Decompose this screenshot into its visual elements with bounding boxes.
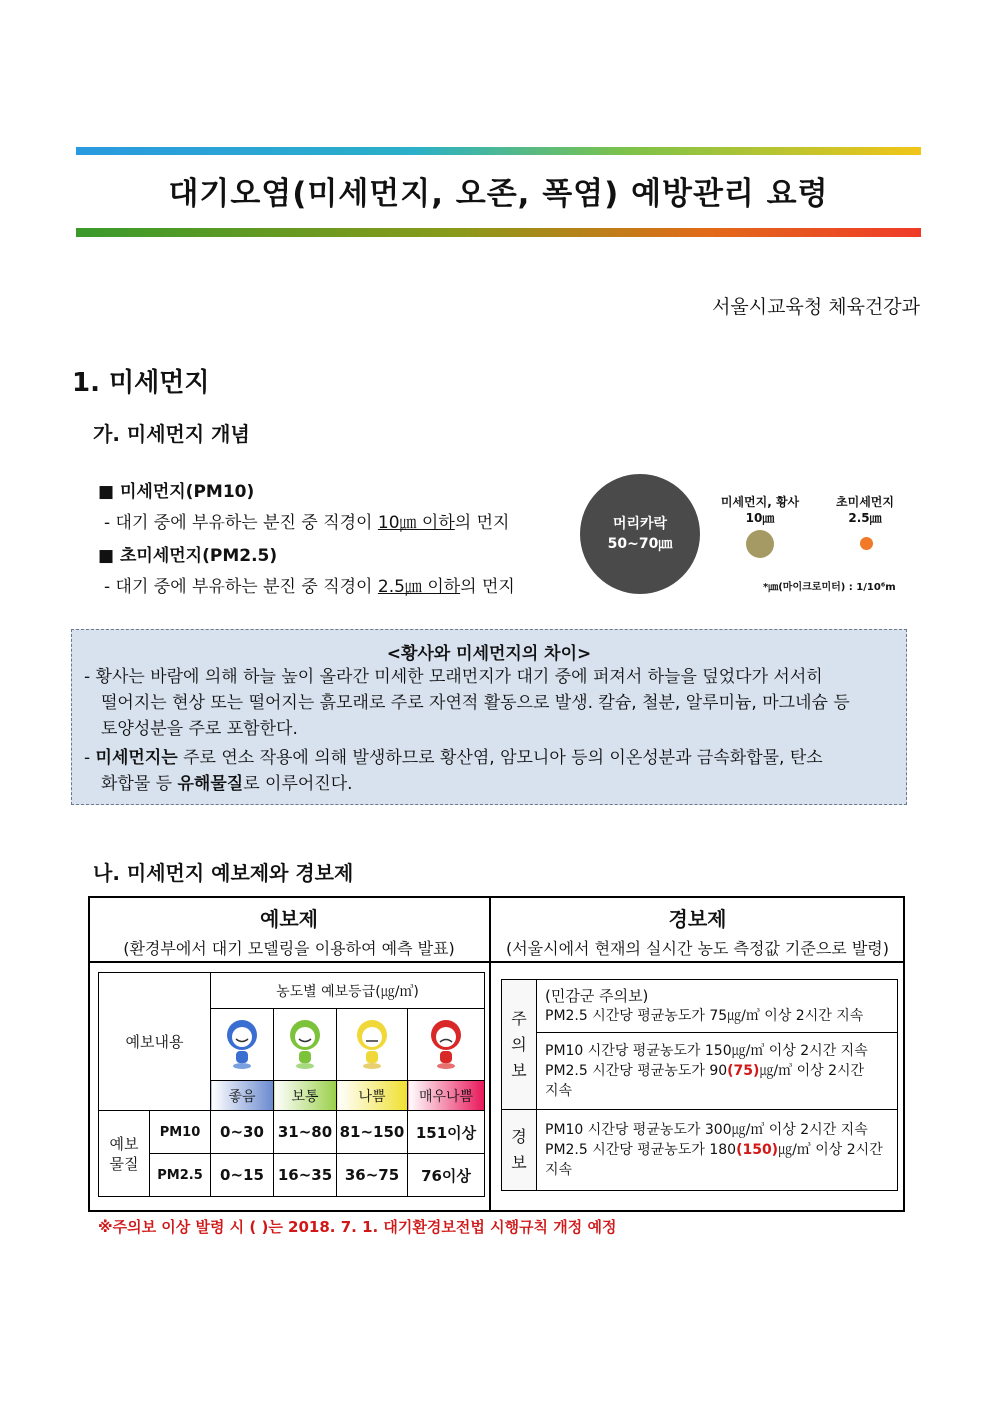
warning-title: 경보제 [668,907,727,931]
pm10-figure-size: 10㎛ [745,511,775,525]
forecast-table [98,972,485,1197]
advisory-pm25-post: ㎍/㎥ 이상 2시간 [759,1063,865,1079]
pm25-title: ■ 초미세먼지(PM2.5) [98,546,278,566]
pm25-normal: 16~35 [274,1154,337,1197]
forecast-title: 예보제 [260,907,318,931]
fine-dust-bold: 미세먼지는 [95,748,178,768]
advisory-label [502,980,537,1110]
difference-line-2: 떨어지는 현상 또는 떨어지는 흙모래로 주로 자연적 활동으로 발생. 칼슘, 철분, 알루미늄, 마그네슘 등 [101,693,850,713]
pm25-desc-size: 2.5㎛ 이하 [377,577,461,597]
title-top-bar [76,147,921,155]
grade-normal: 보통 [274,1081,337,1111]
alert-pm25-text [545,1140,889,1160]
pm10-good: 0~30 [211,1111,274,1154]
grade-very-bad: 매우나쁨 [408,1081,485,1111]
system-table-divider [489,896,491,1212]
advisory-pm10-text: PM10 시간당 평균농도가 150㎍/㎥ 이상 2시간 지속 [545,1043,868,1059]
alert-pm25-pre: PM2.5 시간당 평균농도가 180 [545,1142,737,1158]
pm10-desc-suffix: 의 먼지 [454,513,510,533]
difference-box-title: <황사와 미세먼지의 차이> [386,644,592,664]
pm25-size-dot [860,537,873,550]
hair-size-circle [580,474,700,594]
pm10-row [99,1111,485,1154]
substance-label-text: 예보 물질 [109,1134,139,1173]
pm10-figure-label [712,494,808,526]
pm10-title: ■ 미세먼지(PM10) [98,482,255,502]
forecast-subtitle: (환경부에서 대기 모델링을 이용하여 예측 발표) [123,939,455,958]
face-very-bad-icon [426,1017,466,1069]
footnote: ※주의보 이상 발령 시 ( )는 2018. 7. 1. 대기환경보전법 시행규칙 개정 예정 [98,1218,617,1236]
section-heading: 1. 미세먼지 [72,368,210,398]
pm25-bad: 36~75 [337,1154,408,1197]
advisory-general [537,1033,898,1110]
pm25-desc-suffix: 의 먼지 [460,577,515,597]
difference-line-4-text: 주로 연소 작용에 의해 발생하므로 황산염, 암모니아 등의 이온성분과 금속화합물, 탄소 [177,748,823,768]
warning-header [492,903,903,959]
pm25-good: 0~15 [211,1154,274,1197]
face-very-bad-cell [408,1009,485,1081]
pm10-size-dot [746,530,774,558]
unit-note: *㎛(마이크로미터) : 1/10⁶m [763,582,896,593]
alert-pm25-new-value: (150) [736,1142,779,1158]
pm10-desc-size: 10㎛ 이하 [377,513,455,533]
pm25-description [104,572,515,597]
advisory-pm25-continue: 지속 [545,1083,573,1099]
pm10-description [104,508,509,533]
face-normal-icon [285,1017,325,1069]
grade-header: 농도별 예보등급(㎍/㎥) [211,973,485,1009]
pm10-normal: 31~80 [274,1111,337,1154]
difference-line-1: - 황사는 바람에 의해 하늘 높이 올라간 미세한 모래먼지가 대기 중에 퍼져서 하늘을 덮었다가 서서히 [84,667,823,687]
advisory-sensitive-title: (민감군 주의보) [545,987,649,1005]
warning-table [501,979,898,1191]
hair-label: 머리카락 [612,516,668,532]
harmful-substance-bold: 유해물질 [177,774,244,794]
alert-label [502,1110,537,1191]
difference-line-3: 토양성분을 주로 포함한다. [101,719,298,739]
forecast-header [90,903,488,959]
substance-label [99,1111,150,1197]
alert-pm25-continue: 지속 [545,1162,573,1178]
grade-bad: 나쁨 [337,1081,408,1111]
pm25-figure-size: 2.5㎛ [848,511,882,525]
pm10-very-bad: 151이상 [408,1111,485,1154]
pm25-very-bad: 76이상 [408,1154,485,1197]
advisory-pm25-pre: PM2.5 시간당 평균농도가 90 [545,1063,728,1079]
difference-line-5-pre: 화합물 등 [101,774,178,794]
alert-label-text: 경 보 [511,1127,527,1172]
alert-content [537,1110,898,1191]
alert-pm25-post: ㎍/㎥ 이상 2시간 [778,1142,883,1158]
pm10-desc-text: - 대기 중에 부유하는 분진 중 직경이 [104,513,378,533]
forecast-content-label: 예보내용 [99,973,211,1111]
face-good-cell [211,1009,274,1081]
page-title: 대기오염(미세먼지, 오존, 폭염) 예방관리 요령 [168,176,829,212]
pm10-figure-name: 미세먼지, 황사 [720,495,800,509]
hair-size: 50~70㎛ [607,536,673,552]
face-bad-icon [352,1017,392,1069]
face-normal-cell [274,1009,337,1081]
difference-line-5-post: 로 이루어진다. [243,774,353,794]
pm25-row [99,1154,485,1197]
pm25-figure-name: 초미세먼지 [836,495,894,509]
alert-pm10-text: PM10 시간당 평균농도가 300㎍/㎥ 이상 2시간 지속 [545,1122,868,1138]
pm10-bad: 81~150 [337,1111,408,1154]
warning-subtitle: (서울시에서 현재의 실시간 농도 측정값 기준으로 발령) [505,939,890,958]
pm10-name: PM10 [150,1111,211,1154]
advisory-pm25-new-value: (75) [727,1063,760,1079]
advisory-pm25-text [545,1061,889,1081]
pm25-desc-text: - 대기 중에 부유하는 분진 중 직경이 [104,577,378,597]
subsection-heading-b: 나. 미세먼지 예보제와 경보제 [93,861,354,885]
system-table-header-line [88,961,905,963]
difference-line-4: - 미세먼지는 주로 연소 작용에 의해 발생하므로 황산염, 암모니아 등의 이온성분과 금속화합물, 탄소 [84,748,823,768]
grade-good: 좋음 [211,1081,274,1111]
pm25-name: PM2.5 [150,1154,211,1197]
face-good-icon [222,1017,262,1069]
advisory-sensitive [537,980,898,1033]
face-bad-cell [337,1009,408,1081]
subsection-heading-a: 가. 미세먼지 개념 [93,422,250,446]
advisory-label-text: 주 의 보 [511,1008,527,1080]
pm25-figure-label [826,494,904,526]
advisory-sensitive-text: PM2.5 시간당 평균농도가 75㎍/㎥ 이상 2시간 지속 [545,1008,864,1024]
difference-line-5 [101,771,353,797]
title-bottom-bar [76,228,921,237]
department-name: 서울시교육청 체육건강과 [712,296,920,318]
